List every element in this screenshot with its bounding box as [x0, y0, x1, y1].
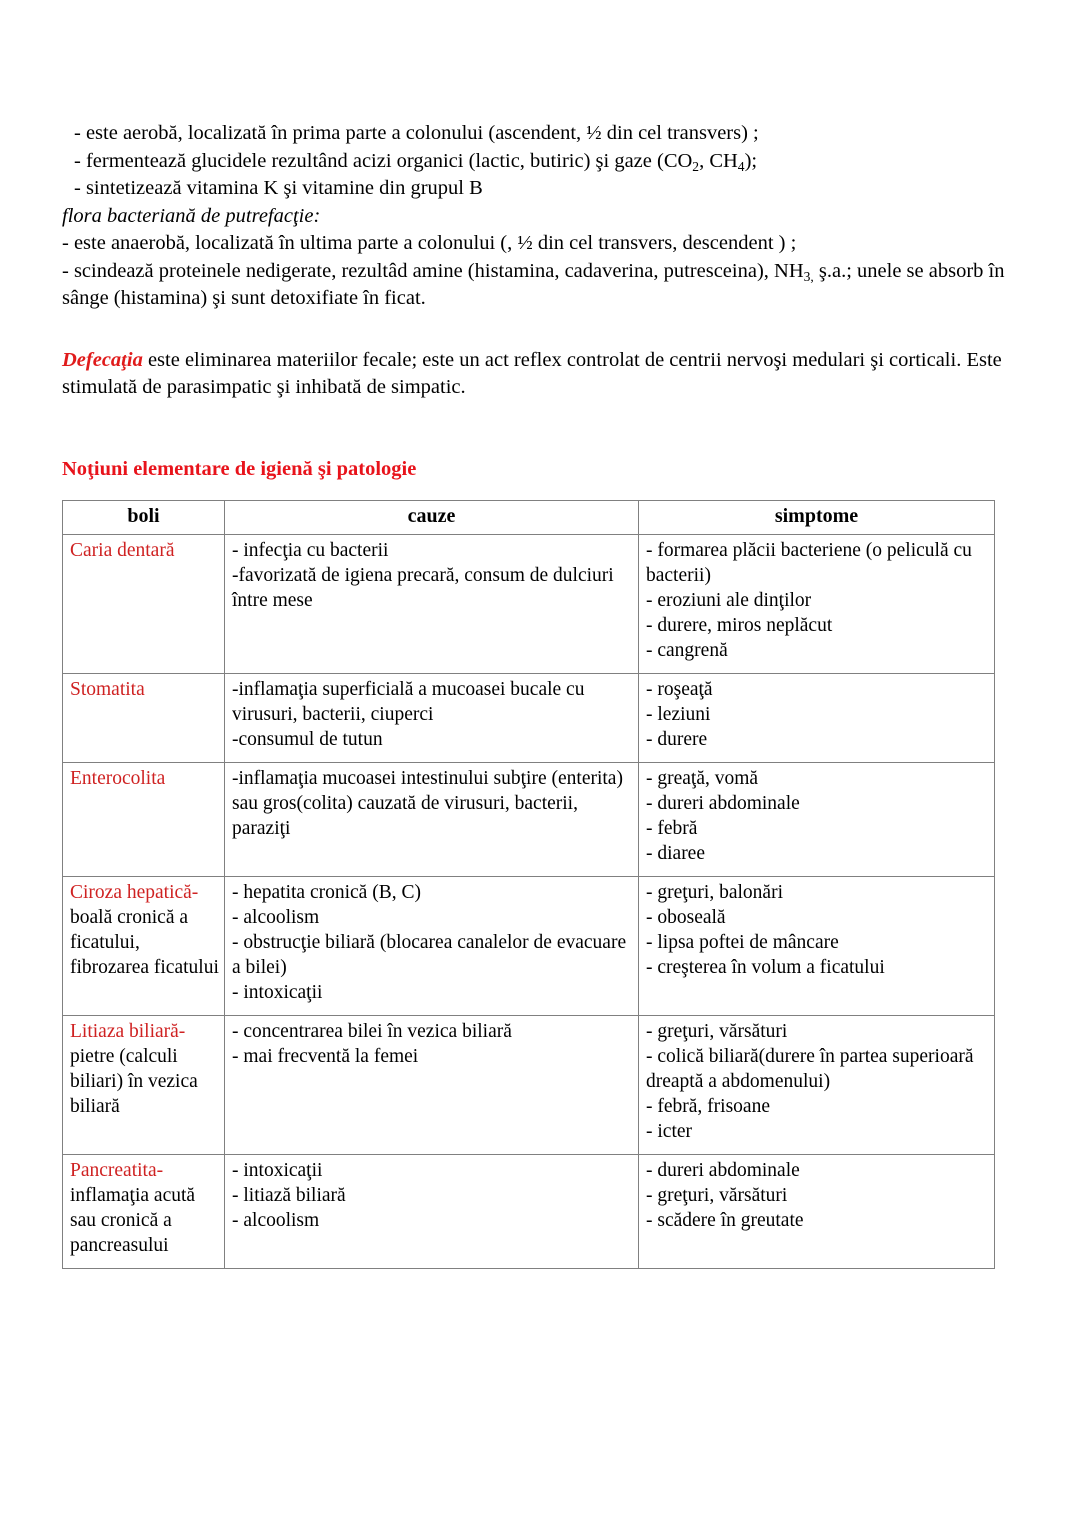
disease-description: boală cronică a ficatului, fibrozarea ficatului — [70, 906, 219, 978]
intro-line-aeroba — [62, 120, 1018, 148]
table-row — [63, 876, 995, 1015]
symptom-item: - scădere în greutate — [646, 1209, 804, 1231]
symptom-item: - dureri abdominale — [646, 792, 800, 814]
cell-symptoms — [639, 673, 995, 762]
symptom-item: - febră — [646, 817, 698, 839]
disease-description: inflamaţia acută sau cronică a pancreasului — [70, 1184, 196, 1256]
symptom-item: - roşeaţă — [646, 678, 713, 700]
symptom-item: - colică biliară(durere în partea superioară dreaptă a abdomenului) — [646, 1045, 974, 1092]
cause-item: - litiază biliară — [232, 1184, 346, 1206]
cause-item: -inflamaţia superficială a mucoasei bucale cu virusuri, bacterii, ciuperci — [232, 678, 585, 725]
symptom-item: - febră, frisoane — [646, 1095, 770, 1117]
intro-subheading-putrefactie-text: flora bacteriană de putrefacţie: — [62, 204, 321, 227]
column-header-boli: boli — [63, 500, 225, 534]
cause-item: - alcoolism — [232, 906, 320, 928]
disease-name: Stomatita — [70, 678, 145, 700]
defecatia-paragraph — [62, 347, 1018, 402]
intro-line-scindeaza-text-a: - scindează proteinele nedigerate, rezultâd amine (histamina, cadaverina, putresceina), NH — [62, 259, 804, 282]
cause-item: - concentrarea bilei în vezica biliară — [232, 1020, 512, 1042]
table-row — [63, 534, 995, 673]
intro-line-fermenteaza-text-a: - fermentează glucidele rezultând acizi organici (lactic, butiric) şi gaze (CO — [74, 149, 693, 172]
pathology-table — [62, 500, 995, 1269]
intro-line-aeroba-text: - este aerobă, localizată în prima parte a colonului (ascendent, ½ din cel transvers) ; — [74, 122, 759, 144]
cell-symptoms — [639, 1154, 995, 1268]
table-header-row — [63, 500, 995, 534]
intro-line-sintetizeaza-text: - sintetizează vitamina K şi vitamine din grupul B — [74, 177, 483, 199]
symptom-item: - durere — [646, 728, 708, 750]
cell-disease — [63, 762, 225, 876]
symptom-item: - formarea plăcii bacteriene (o peliculă cu bacterii) — [646, 539, 972, 586]
table-row — [63, 1015, 995, 1154]
cause-item: - hepatita cronică (B, C) — [232, 881, 421, 903]
cell-disease — [63, 1154, 225, 1268]
cause-item: - mai frecventă la femei — [232, 1045, 419, 1067]
table-row — [63, 673, 995, 762]
symptom-item: - leziuni — [646, 703, 711, 725]
symptom-item: - lipsa poftei de mâncare — [646, 931, 839, 953]
intro-line-scindeaza-text-b: ş.a.; unele se absorb în sânge (histamina) şi sunt detoxifiate în ficat. — [62, 259, 1005, 309]
nh3-subscript: 3, — [803, 268, 814, 284]
disease-name: Pancreatita- — [70, 1159, 164, 1181]
symptom-item: - cangrenă — [646, 639, 728, 661]
symptom-item: - greaţă, vomă — [646, 767, 759, 789]
intro-line-scindeaza — [62, 258, 1018, 313]
cause-item: - infecţia cu bacterii — [232, 539, 389, 561]
table-row — [63, 1154, 995, 1268]
cell-causes — [225, 1154, 639, 1268]
cause-item: -favorizată de igiena precară, consum de dulciuri între mese — [232, 564, 614, 611]
cell-disease — [63, 876, 225, 1015]
intro-line-anaeroba — [62, 230, 1018, 258]
section-heading-igiena-patologie: Noţiuni elementare de igienă şi patologie — [62, 457, 417, 480]
symptom-item: - greţuri, vărsături — [646, 1184, 788, 1206]
table-row — [63, 762, 995, 876]
intro-line-anaeroba-text: - este anaerobă, localizată în ultima parte a colonului (, ½ din cel transvers, descendent ) ; — [62, 232, 797, 254]
intro-line-fermenteaza-text-b: , CH — [699, 149, 738, 172]
disease-name: Enterocolita — [70, 767, 166, 789]
cell-causes — [225, 534, 639, 673]
symptom-item: - icter — [646, 1120, 693, 1142]
symptom-item: - greţuri, balonări — [646, 881, 783, 903]
defecatia-body: este eliminarea materiilor fecale; este un act reflex controlat de centrii nervoşi medulari şi corticali. Este stimulată de parasimpatic şi inhibată de simpatic. — [62, 348, 1002, 398]
symptom-item: - eroziuni ale dinţilor — [646, 589, 812, 611]
cell-disease — [63, 1015, 225, 1154]
cell-causes — [225, 1015, 639, 1154]
cell-causes — [225, 762, 639, 876]
cause-item: -consumul de tutun — [232, 728, 383, 750]
co2-subscript: 2 — [692, 158, 700, 174]
defecatia-term: Defecaţia — [62, 348, 143, 371]
pathology-table-body — [63, 534, 995, 1268]
cell-causes — [225, 876, 639, 1015]
cell-causes — [225, 673, 639, 762]
cell-disease — [63, 673, 225, 762]
cause-item: -inflamaţia mucoasei intestinului subţire (enterita) sau gros(colita) cauzată de virusuri, bacterii, paraziţi — [232, 767, 623, 839]
cause-item: - alcoolism — [232, 1209, 320, 1231]
column-header-simptome: simptome — [639, 500, 995, 534]
ch4-subscript: 4 — [737, 158, 745, 174]
cell-symptoms — [639, 534, 995, 673]
disease-name: Caria dentară — [70, 539, 175, 561]
intro-line-fermenteaza — [62, 148, 1018, 176]
disease-name: Ciroza hepatică- — [70, 881, 199, 903]
symptom-item: - diaree — [646, 842, 705, 864]
disease-description: pietre (calculi biliari) în vezica biliară — [70, 1045, 198, 1117]
intro-line-fermenteaza-text-c: ); — [744, 149, 758, 172]
column-header-cauze: cauze — [225, 500, 639, 534]
cell-symptoms — [639, 762, 995, 876]
intro-text-block — [62, 120, 1018, 313]
intro-line-sintetizeaza — [62, 175, 1018, 203]
cell-symptoms — [639, 876, 995, 1015]
intro-subheading-putrefactie — [62, 203, 1018, 231]
cause-item: - intoxicaţii — [232, 981, 323, 1003]
cause-item: - intoxicaţii — [232, 1159, 323, 1181]
symptom-item: - durere, miros neplăcut — [646, 614, 833, 636]
symptom-item: - dureri abdominale — [646, 1159, 800, 1181]
cause-item: - obstrucţie biliară (blocarea canalelor de evacuare a bilei) — [232, 931, 627, 978]
cell-disease — [63, 534, 225, 673]
symptom-item: - oboseală — [646, 906, 726, 928]
symptom-item: - greţuri, vărsături — [646, 1020, 788, 1042]
disease-name: Litiaza biliară- — [70, 1020, 186, 1042]
symptom-item: - creşterea în volum a ficatului — [646, 956, 885, 978]
cell-symptoms — [639, 1015, 995, 1154]
